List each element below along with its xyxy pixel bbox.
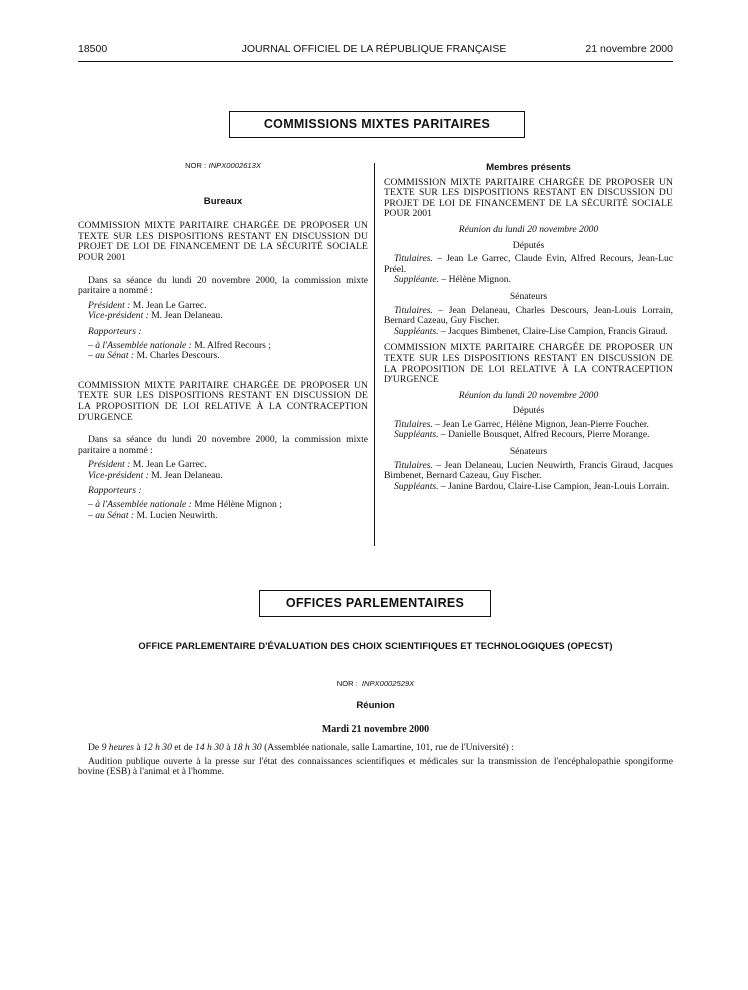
cmp1-vice-president: Vice-président : M. Jean Delaneau. — [88, 310, 223, 322]
office-nor-label: NOR : — [336, 679, 358, 688]
membres-cmp1-deputes: Députés — [512, 239, 545, 251]
membres-cmp2-reunion: Réunion du lundi 20 novembre 2000 — [458, 389, 599, 401]
cmp2-president: Président : M. Jean Le Garrec. — [88, 459, 207, 471]
issue-date: 21 novembre 2000 — [585, 43, 673, 55]
cmp2-rapporteur-an: – à l'Assemblée nationale : Mme Hélène Mignon ; — [88, 499, 282, 511]
column-divider — [374, 163, 375, 546]
cmp1-rapporteur-senat: – au Sénat : M. Charles Descours. — [88, 350, 220, 362]
cmp1-president: Président : M. Jean Le Garrec. — [88, 299, 207, 311]
membres-cmp2-dep-suppleants: Suppléants. – Danielle Bousquet, Alfred Recours, Pierre Morange. — [394, 429, 650, 441]
office-nor-code: INPX0002529X — [361, 679, 415, 688]
membres-cmp1-dep-titulaires: Titulaires. – Jean Le Garrec, Claude Evin, Alfred Recours, Jean-Luc Préel. — [384, 253, 673, 275]
office-nor-line — [78, 673, 673, 691]
membres-cmp1-dep-suppleante: Suppléante. – Hélène Mignon. — [394, 274, 511, 286]
membres-cmp1-sen-titulaires: Titulaires. – Jean Delaneau, Charles Descours, Jean-Louis Lorrain, Bernard Cazeau, Guy Fischer. — [384, 304, 673, 327]
cmp2-rapporteur-senat: – au Sénat : M. Lucien Neuwirth. — [88, 509, 218, 521]
nor-label: NOR : — [185, 161, 207, 170]
cmp2-rapporteurs: Rapporteurs : — [88, 485, 142, 497]
cmp1-rapporteur-an: – à l'Assemblée nationale : M. Alfred Recours ; — [88, 339, 271, 351]
section-title-commissions: COMMISSIONS MIXTES PARITAIRES — [263, 117, 491, 131]
cmp1-intro: Dans sa séance du lundi 20 novembre 2000, la commission mixte paritaire a nommé : — [78, 274, 368, 297]
membres-cmp2-deputes: Députés — [512, 405, 545, 417]
left-column — [78, 161, 368, 521]
membres-cmp1-senateurs: Sénateurs — [509, 290, 548, 302]
cmp2-title: COMMISSION MIXTE PARITAIRE CHARGÉE DE PROPOSER UN TEXTE SUR LES DISPOSITIONS RESTANT EN DISCUSSION DE LA PROPOSITION DE LOI RELATIVE À LA CONTRACEPTION D'URGENCE — [78, 379, 368, 423]
schedule-line: De 9 heures à 12 h 30 et de 14 h 30 à 18 h 30 (Assemblée nationale, salle Lamartine, 101, rue de l'Université) : — [88, 742, 514, 753]
membres-cmp1-sen-suppleants: Suppléants. – Jacques Bimbenet, Claire-Lise Campion, Francis Giraud. — [394, 325, 668, 337]
membres-cmp2-title: COMMISSION MIXTE PARITAIRE CHARGÉE DE PROPOSER UN TEXTE SUR LES DISPOSITIONS RESTANT EN DISCUSSION DE LA PROPOSITION DE LOI RELATIVE À LA CONTRACEPTION D'URGENCE — [384, 342, 673, 386]
membres-heading: Membres présents — [486, 162, 571, 173]
bureaux-heading: Bureaux — [203, 195, 243, 207]
membres-cmp2-senateurs: Sénateurs — [509, 446, 548, 458]
section-title-box-commissions — [229, 111, 525, 138]
cmp2-intro: Dans sa séance du lundi 20 novembre 2000, la commission mixte paritaire a nommé : — [78, 434, 368, 456]
audition-text: Audition publique ouverte à la presse sur l'état des connaissances scientifiques et médicales sur la transmission de l'encéphalopathie spongiforme bovine (ESB) à l'animal et à l'homme. — [78, 755, 673, 778]
header-rule — [78, 61, 673, 62]
nor-code: INPX0002613X — [208, 161, 261, 170]
membres-cmp2-sen-suppleants: Suppléants. – Janine Bardou, Claire-Lise Campion, Jean-Louis Lorrain. — [394, 480, 670, 492]
cmp1-rapporteurs: Rapporteurs : — [88, 325, 142, 337]
right-column — [384, 163, 673, 492]
membres-cmp1-title: COMMISSION MIXTE PARITAIRE CHARGÉE DE PROPOSER UN TEXTE SUR LES DISPOSITIONS RESTANT EN DISCUSSION DU PROJET DE LOI DE FINANCEMENT DE LA SÉCURITÉ SOCIALE POUR 2001 — [384, 176, 673, 220]
cmp1-title: COMMISSION MIXTE PARITAIRE CHARGÉE DE PROPOSER UN TEXTE SUR LES DISPOSITIONS RESTANT EN DISCUSSION DU PROJET DE LOI DE FINANCEMENT DE LA SÉCURITÉ SOCIALE POUR 2001 — [78, 220, 368, 263]
journal-title: JOURNAL OFFICIEL DE LA RÉPUBLIQUE FRANÇAISE — [241, 43, 507, 55]
office-title: OFFICE PARLEMENTAIRE D'ÉVALUATION DES CHOIX SCIENTIFIQUES ET TECHNOLOGIQUES (OPECST) — [138, 641, 613, 651]
membres-cmp2-sen-titulaires: Titulaires. – Jean Delaneau, Lucien Neuwirth, Francis Giraud, Jacques Bimbenet, Bernard Cazeau, Guy Fischer. — [384, 459, 673, 482]
membres-cmp2-dep-titulaires: Titulaires. – Jean Le Garrec, Hélène Mignon, Jean-Pierre Foucher. — [394, 418, 649, 430]
office-body — [78, 743, 673, 778]
cmp2-vice-president: Vice-président : M. Jean Delaneau. — [88, 469, 223, 481]
reunion-date: Mardi 21 novembre 2000 — [321, 724, 430, 735]
reunion-heading: Réunion — [356, 700, 395, 711]
section-title-offices: OFFICES PARLEMENTAIRES — [285, 596, 465, 610]
nor-line — [78, 161, 368, 172]
membres-cmp1-reunion: Réunion du lundi 20 novembre 2000 — [458, 223, 599, 235]
section-title-box-offices — [259, 590, 491, 617]
page-number: 18500 — [78, 43, 108, 55]
